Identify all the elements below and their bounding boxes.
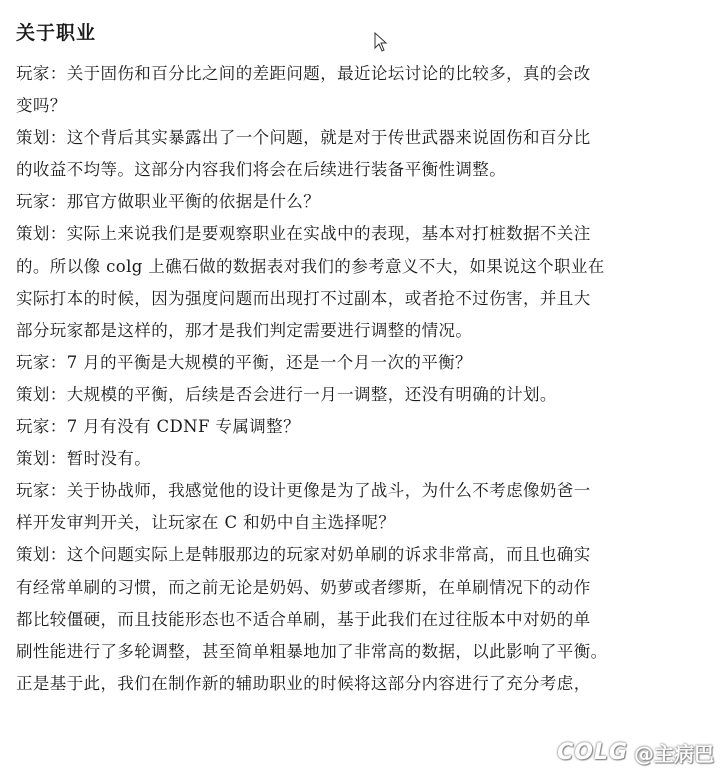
text-line: 策划：这个背后其实暴露出了一个问题，就是对于传世武器来说固伤和百分比 [16, 128, 591, 148]
text-line: 部分玩家都是这样的，那才是我们判定需要进行调整的情况。 [16, 320, 473, 340]
text-line: 的收益不均等。这部分内容我们将会在后续进行装备平衡性调整。 [16, 160, 507, 180]
watermark-text: @主病巴 [634, 742, 714, 766]
text-line: 玩家：7 月的平衡是大规模的平衡，还是一个月一次的平衡？ [16, 352, 472, 372]
text-line: 策划：暂时没有。 [16, 449, 152, 469]
text-line: 都比较僵硬，而且技能形态也不适合单刷，基于此我们在过往版本中对奶的单 [16, 609, 591, 629]
text-line: 策划：大规模的平衡，后续是否会进行一月一调整，还没有明确的计划。 [16, 384, 557, 404]
document-body [16, 58, 716, 700]
text-line: 有经常单刷的习惯，而之前无论是奶妈、奶萝或者缪斯，在单刷情况下的动作 [16, 577, 591, 597]
text-line: 样开发审判开关，让玩家在 C 和奶中自主选择呢？ [16, 513, 396, 533]
text-line: 策划：这个问题实际上是韩服那边的玩家对奶单刷的诉求非常高，而且也确实 [16, 545, 591, 565]
mouse-pointer-icon [374, 32, 388, 52]
text-line: 玩家：关于固伤和百分比之间的差距问题，最近论坛讨论的比较多，真的会改 [16, 64, 591, 83]
text-line: 实际打本的时候，因为强度问题而出现打不过副本，或者抢不过伤害，并且大 [16, 288, 591, 308]
text-line: 玩家：关于协战师，我感觉他的设计更像是为了战斗，为什么不考虑像奶爸一 [16, 481, 591, 501]
text-line: 正是基于此，我们在制作新的辅助职业的时候将这部分内容进行了充分考虑， [16, 673, 591, 693]
text-line: 刷性能进行了多轮调整，甚至简单粗暴地加了非常高的数据，以此影响了平衡。 [16, 641, 608, 661]
text-line: 玩家：7 月有没有 CDNF 专属调整？ [16, 417, 300, 437]
text-line: 玩家：那官方做职业平衡的依据是什么？ [16, 192, 321, 212]
text-line: 变吗？ [16, 96, 67, 116]
text-line: 策划：实际上来说我们是要观察职业在实战中的表现，基本对打桩数据不关注 [16, 224, 591, 244]
colg-logo: COLG [557, 740, 628, 765]
text-line: 的。所以像 colg 上礁石做的数据表对我们的参考意义不大，如果说这个职业在 [16, 256, 605, 276]
document-title: 关于职业 [16, 22, 97, 44]
watermark [557, 738, 714, 767]
